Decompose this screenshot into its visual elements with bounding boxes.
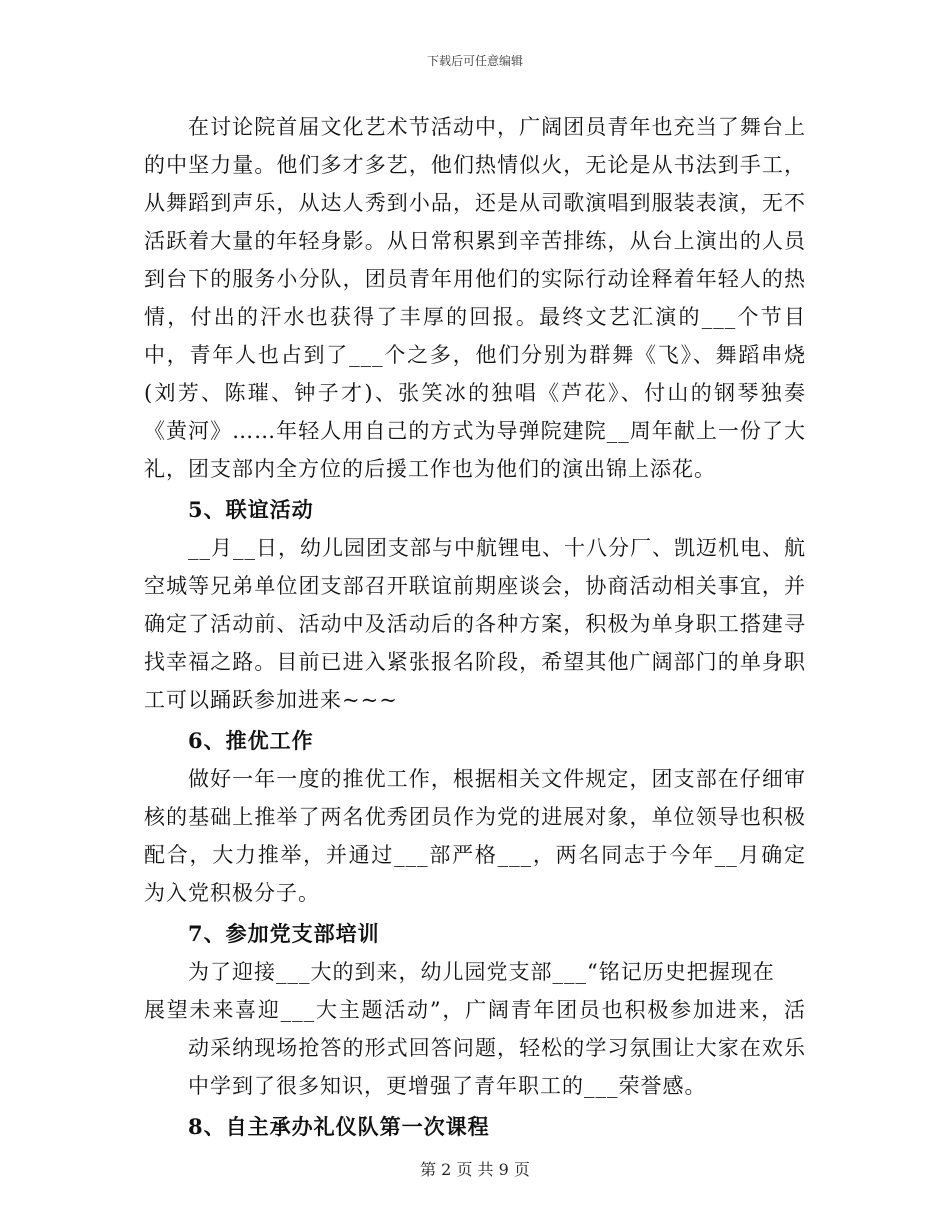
paragraph-party-training-body: 展望未来喜迎___大主题活动”，广阔青年团员也积极参加进来，活动采纳现场抢答的形式回答问题，轻松的学习氛围让大家在欢乐中学到了很多知识，更增强了青年职工的___荣誉感。	[144, 998, 806, 1098]
heading-recommendation-work: 6、推优工作	[188, 728, 314, 753]
heading-etiquette-course: 8、自主承办礼仪队第一次课程	[188, 1114, 490, 1139]
paragraph-friendship-activity: __月__日，幼儿园团支部与中航锂电、十八分厂、凯迈机电、航空城等兄弟单位团支部召开联谊前期座谈会，协商活动相关事宜，并确定了活动前、活动中及活动后的各种方案，积极为单身职工搭建寻找幸福之路。目前已进入紧张报名阶段，希望其他广阔部门的单身职工可以踊跃参加进来~~~	[144, 536, 806, 712]
heading-friendship-activity: 5、联谊活动	[188, 497, 314, 522]
heading-party-training: 7、参加党支部培训	[188, 921, 380, 946]
paragraph-party-training-line1: 为了迎接___大的到来，幼儿园党支部___“铭记历史把握现在	[188, 960, 775, 984]
paragraph-art-festival: 在讨论院首届文化艺术节活动中，广阔团员青年也充当了舞台上的中坚力量。他们多才多艺，他们热情似火，无论是从书法到手工，从舞蹈到声乐，从达人秀到小品，还是从司歌演唱到服装表演，无不活跃着大量的年轻身影。从日常积累到辛苦排练，从台上演出的人员到台下的服务小分队，团员青年用他们的实际行动诠释着年轻人的热情，付出的汗水也获得了丰厚的回报。最终文艺汇演的___个节目中，青年人也占到了___个之多，他们分别为群舞《飞》、舞蹈串烧(刘芳、陈璀、钟子才)、张笑冰的独唱《芦花》、付山的钢琴独奏《黄河》……年轻人用自己的方式为导弹院建院__周年献上一份了大礼，团支部内全方位的后援工作也为他们的演出锦上添花。	[144, 115, 806, 481]
page-header: 下载后可任意编辑	[426, 54, 523, 68]
document-body	[144, 108, 806, 1146]
paragraph-recommendation-work: 做好一年一度的推优工作，根据相关文件规定，团支部在仔细审核的基础上推举了两名优秀团员作为党的进展对象，单位领导也积极配合，大力推举，并通过___部严格___，两名同志于今年__月确定为入党积极分子。	[144, 767, 806, 905]
page-footer: 第 2 页 共 9 页	[420, 1160, 530, 1179]
